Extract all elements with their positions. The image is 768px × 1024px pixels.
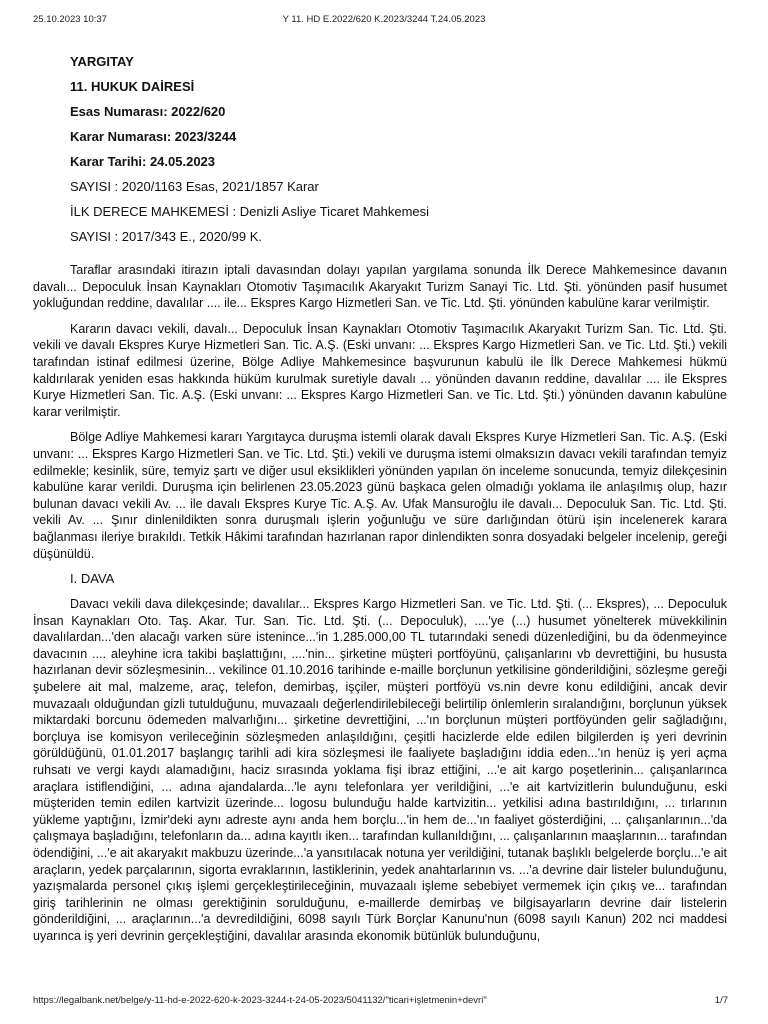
source-url[interactable]: https://legalbank.net/belge/y-11-hd-e-2022-620-k-2023-3244-t-24-05-2023/5041132/"ticari+işletmenin+devri" (33, 995, 487, 1006)
paragraph-3-text: Bölge Adliye Mahkemesi kararı Yargıtayca duruşma istemli olarak davalı Ekspres Kurye Hizmetleri San. Tic. A.Ş. (Eski unvanı: ... Ekspres Kargo Hizmetleri San. ve Tic. Ltd. Şti.) vekili ve duruşma istemi olmaksızın davacı vekili tarafından temyiz edilmekle; kesinlik, süre, temyiz şartı ve diğer usul eksiklikleri yönünden yapılan ön inceleme sonucunda, temyiz dilekçesinin kabulüne karar verildi. Duruşma için belirlenen 23.05.2023 günü başkaca gelen olmadığı yoklama ile anlaşılmış olup, hazır bulunan davacı vekili Av. ... ile davalı Ekspres Kurye Tic. A.Ş. Av. Ufak Mansuroğlu ile davalı... Depoculuk San. Tic. Ltd. Şti. vekili Av. ... Şınır dinlenildikten sonra duruşmalı işlerin yoğunluğu ve süre darlığından ötürü işin incelenerek karara bağlanması ileriye bırakıldı. Tetkik Hâkimi tarafından hazırlanan rapor dinlendikten sonra dosyadaki belgeler incelenip, gereği düşünüldü. (33, 430, 727, 561)
sayisi-line-1: SAYISI : 2020/1163 Esas, 2021/1857 Karar (70, 179, 319, 194)
page-number: 1/7 (714, 995, 728, 1006)
print-datetime: 25.10.2023 10:37 (33, 14, 107, 25)
chamber-name: 11. HUKUK DAİRESİ (70, 79, 195, 94)
karar-date: Karar Tarihi: 24.05.2023 (70, 154, 216, 169)
first-instance-court: İLK DERECE MAHKEMESİ : Denizli Asliye Ticaret Mahkemesi (70, 204, 430, 219)
esas-number: Esas Numarası: 2022/620 (70, 104, 226, 119)
paragraph-1-text: Taraflar arasındaki itirazın iptali davasından dolayı yapılan yargılama sonunda İlk Derece Mahkemesince davanın davalı... Depoculuk İnsan Kaynakları Otomotiv Taşımacılık Akaryakıt Turizm Sanayi Tic. Ltd. Şti. yönünden pasif husumet yokluğundan reddine, davalılar .... ile... Ekspres Kargo Hizmetleri San. ve Tic. Ltd. Şti. yönünden kabulüne karar verilmiştir. (33, 263, 727, 311)
paragraph-4-text: Davacı vekili dava dilekçesinde; davalılar... Ekspres Kargo Hizmetleri San. ve Tic. Ltd. Şti. (... Ekspres), ... Depoculuk İnsan Kaynakları Oto. Taş. Akar. Tur. San. Tic. Ltd. Şti. (... Depoculuk), ....'ye (...) husumet yönelterek müvekkilinin davalılardan...'den alacağı varken süre istenince...'in 1.285.000,00 TL tutarındaki senedi düzenlediğini, bu da ödenmeyince davacının .... aleyhine icra takibi başlattığını, ....'nin... şirketine müşteri portföyünü, çalışanlarını vb devrettiğini, bu hususta hazırlanan devir sözleşmesinin... vekilince 01.10.2016 tarihinde e-maille borçlunun yetkilisine gönderildiğini, sözleşme gereği şubelere ait mal, malzeme, araç, telefon, demirbaş, işçiler, müşteri portföyü vs.nin devre konu edildiğini, ancak devir muvazaalı olduğundan gizli tutulduğunu, muvazaalı değerlendirilebileceği belirtilip önlemlerin sıralandığını, borçlunun yüksek miktardaki borcunu ödemeden malvarlığını... şirketine devrettiğini, ...'ın borçlunun müşteri portföyünden gelir sağladığını, borçluya ise komisyon verileceğinin sözleşmeden anlaşıldığını, çeşitli hacizlerde elde edilen bilgilerden iş yeri devrinin görüldüğünü, 01.01.2017 başlangıç tarihli adi kira sözleşmesi ile faaliyete başladığını iddia eden...'ın henüz iş yeri açma ruhsatı ve vergi kaydı alamadığını, haciz sırasında yoklama fişi ibraz ettiğini, ...'e ait kargo poşetlerinin... çalışanlarınca araçlara istiflendiğini, ... adına ajandalarda...'le aynı telefonlara yer verildiğini, ...'e ait kartvizitlerin bulunduğunu, eski müşteriden temin edilen kartvizit üzerinde... logosu bulunduğu halde kartvizitin... yetkilisi adına bastırıldığını, ... tırlarının yükleme yaptığını, İzmir'deki aynı adreste aynı anda hem borçlu...'in hem de...'ın faaliyet gösterdiğini, ... çalışanlarının...'da çalışmaya başladığını, telefonların da... adına kayıtlı iken... tarafından kullanıldığını, ... çalışanlarının maaşlarının... tarafından ödendiğini, ...'e ait akaryakıt makbuzu üzerinde...'a yansıtılacak notuna yer verildiğini, tutanak başlıklı belgelerde borçlu...'e ait araçların, yedek parçalarının, sigorta evraklarının, lastiklerinin, yedek anahtarlarının vs. ...'a devrine dair listeler bulunduğunu, yazışmalarda personel çıkış işlemi gerçekleştirileceğinin, muvazaalı işleme sebebiyet vermemek için çıkış ve... tarafından giriş tarihlerinin ne olması gerektiğinin sorulduğunu, e-maillerde demirbaş ve bilgisayarların devrine dair listelerin gönderildiğini, ... araçlarının...'a devredildiğini, 6098 sayılı Türk Borçlar Kanunu'nun (6098 sayılı Kanun) 202 nci maddesi uyarınca iş yeri devrinin gerçekleştiğini, davalılar arasında ekonomik bütünlük bulunduğunu, (33, 597, 727, 943)
paragraph-1 (33, 262, 727, 312)
paragraph-4 (33, 596, 727, 944)
document-title: Y 11. HD E.2022/620 K.2023/3244 T.24.05.2023 (282, 14, 486, 25)
section-heading-dava: I. DAVA (70, 571, 115, 587)
decision-body (33, 262, 727, 954)
court-name: YARGITAY (70, 54, 134, 69)
paragraph-2-text: Kararın davacı vekili, davalı... Depoculuk İnsan Kaynakları Otomotiv Taşımacılık Akaryakıt Turizm San. Tic. Ltd. Şti. vekili ve davalı Ekspres Kurye Hizmetleri San. Tic. A.Ş. (Eski unvanı: ... Ekspres Kargo Hizmetleri San. ve Tic. Ltd. Şti.) vekili tarafından istinaf edilmesi üzerine, Bölge Adliye Mahkemesince başvurunun kabulü ile İlk Derece Mahkemesi hükmü kaldırılarak yeniden esas hakkında hüküm kurulmak suretiyle davalı ... yönünden davanın reddine, davalılar .... ile Ekspres Kurye Hizmetleri San. Tic. A.Ş. (Eski unvanı: ... Ekspres Kargo Hizmetleri San. ve Tic. Ltd. Şti.) yönünden davanın kabulüne karar verilmiştir. (33, 321, 727, 419)
sayisi-line-2: SAYISI : 2017/343 E., 2020/99 K. (70, 229, 263, 244)
document-content (70, 54, 727, 254)
paragraph-2 (33, 321, 727, 421)
paragraph-3 (33, 429, 727, 562)
karar-number: Karar Numarası: 2023/3244 (70, 129, 237, 144)
